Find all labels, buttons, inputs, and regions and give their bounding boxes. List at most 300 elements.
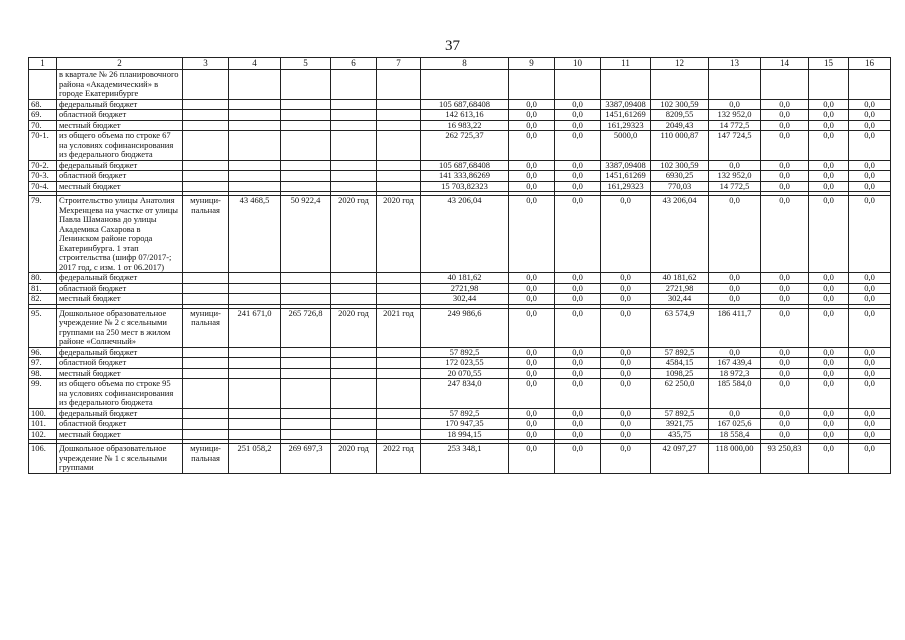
year-cell (331, 419, 377, 430)
column-number: 12 (651, 58, 709, 70)
cost-cell (229, 379, 281, 409)
value-cell: 0,0 (809, 181, 849, 192)
row-number-cell: 70-3. (29, 171, 57, 182)
value-cell: 0,0 (709, 160, 761, 171)
value-cell: 40 181,62 (651, 273, 709, 284)
value-cell: 0,0 (509, 283, 555, 294)
value-cell: 0,0 (555, 419, 601, 430)
year-cell (331, 99, 377, 110)
ownership-cell (183, 120, 229, 131)
row-number-cell: 102. (29, 429, 57, 440)
table-row (29, 131, 891, 161)
value-cell (421, 70, 509, 100)
year-cell (377, 347, 421, 358)
value-cell: 172 023,55 (421, 358, 509, 369)
cost-cell (281, 347, 331, 358)
value-cell: 0,0 (809, 196, 849, 273)
ownership-cell (183, 294, 229, 305)
description-cell: Строительство улицы Анатолия Мехренцева на участке от улицы Павла Шаманова до улицы Академика Сахарова в Ленинском районе города Екатеринбурга. 1 этап строительства (шифр 07/2017-; 2017 год, с изм. 1 от 06.2017) (57, 196, 183, 273)
column-number: 14 (761, 58, 809, 70)
value-cell: 0,0 (509, 379, 555, 409)
value-cell (849, 70, 891, 100)
value-cell: 0,0 (849, 110, 891, 121)
value-cell: 0,0 (509, 120, 555, 131)
year-cell (331, 160, 377, 171)
value-cell: 57 892,5 (651, 408, 709, 419)
year-cell (331, 379, 377, 409)
value-cell: 253 348,1 (421, 444, 509, 474)
value-cell: 0,0 (709, 99, 761, 110)
value-cell: 0,0 (555, 99, 601, 110)
description-cell: местный бюджет (57, 429, 183, 440)
value-cell: 0,0 (809, 294, 849, 305)
value-cell: 0,0 (601, 347, 651, 358)
row-number-cell: 98. (29, 368, 57, 379)
cost-cell (281, 160, 331, 171)
value-cell: 0,0 (509, 408, 555, 419)
value-cell: 185 584,0 (709, 379, 761, 409)
value-cell: 0,0 (509, 368, 555, 379)
year-cell (377, 429, 421, 440)
year-cell (377, 131, 421, 161)
year-cell (331, 347, 377, 358)
value-cell (809, 70, 849, 100)
year-cell (377, 379, 421, 409)
value-cell: 18 972,3 (709, 368, 761, 379)
value-cell: 3387,09408 (601, 160, 651, 171)
value-cell: 167 025,6 (709, 419, 761, 430)
value-cell: 0,0 (555, 283, 601, 294)
value-cell: 0,0 (849, 171, 891, 182)
year-cell (377, 160, 421, 171)
value-cell: 0,0 (601, 429, 651, 440)
column-number: 7 (377, 58, 421, 70)
ownership-cell (183, 408, 229, 419)
cost-cell (281, 419, 331, 430)
value-cell: 57 892,5 (421, 408, 509, 419)
table-row (29, 429, 891, 440)
value-cell: 0,0 (601, 294, 651, 305)
year-cell (377, 358, 421, 369)
value-cell: 0,0 (809, 419, 849, 430)
budget-table (28, 57, 891, 474)
value-cell: 0,0 (601, 419, 651, 430)
column-number: 5 (281, 58, 331, 70)
value-cell: 40 181,62 (421, 273, 509, 284)
row-number-cell: 106. (29, 444, 57, 474)
value-cell: 0,0 (601, 444, 651, 474)
ownership-cell (183, 429, 229, 440)
table-row (29, 110, 891, 121)
value-cell: 42 097,27 (651, 444, 709, 474)
cost-cell (229, 131, 281, 161)
cost-cell (281, 379, 331, 409)
table-row (29, 171, 891, 182)
value-cell: 0,0 (809, 308, 849, 347)
value-cell: 102 300,59 (651, 160, 709, 171)
table-row (29, 283, 891, 294)
value-cell: 0,0 (709, 283, 761, 294)
ownership-cell (183, 347, 229, 358)
value-cell: 3387,09408 (601, 99, 651, 110)
value-cell: 0,0 (555, 171, 601, 182)
table-row (29, 408, 891, 419)
table-row (29, 99, 891, 110)
value-cell: 0,0 (601, 408, 651, 419)
table-row (29, 368, 891, 379)
ownership-cell: муници-пальная (183, 444, 229, 474)
year-cell (331, 181, 377, 192)
column-number: 11 (601, 58, 651, 70)
value-cell: 0,0 (809, 273, 849, 284)
cost-cell: 251 058,2 (229, 444, 281, 474)
row-number-cell: 70-2. (29, 160, 57, 171)
value-cell: 57 892,5 (651, 347, 709, 358)
table-row (29, 196, 891, 273)
description-cell: из общего объема по строке 95 на условиях софинансирования из федерального бюджета (57, 379, 183, 409)
column-number: 9 (509, 58, 555, 70)
value-cell: 0,0 (761, 408, 809, 419)
table-row (29, 160, 891, 171)
value-cell: 302,44 (651, 294, 709, 305)
table-row (29, 419, 891, 430)
value-cell: 142 613,16 (421, 110, 509, 121)
value-cell: 0,0 (555, 358, 601, 369)
value-cell: 2721,98 (421, 283, 509, 294)
ownership-cell (183, 358, 229, 369)
year-cell (331, 429, 377, 440)
value-cell: 0,0 (555, 379, 601, 409)
value-cell: 0,0 (849, 368, 891, 379)
ownership-cell (183, 99, 229, 110)
description-cell: федеральный бюджет (57, 99, 183, 110)
value-cell: 0,0 (509, 131, 555, 161)
cost-cell: 265 726,8 (281, 308, 331, 347)
value-cell: 1451,61269 (601, 110, 651, 121)
value-cell: 0,0 (809, 347, 849, 358)
row-number-cell (29, 70, 57, 100)
value-cell: 0,0 (601, 273, 651, 284)
row-number-cell: 100. (29, 408, 57, 419)
ownership-cell (183, 419, 229, 430)
cost-cell (281, 99, 331, 110)
cost-cell (281, 120, 331, 131)
description-cell: местный бюджет (57, 181, 183, 192)
value-cell: 0,0 (509, 429, 555, 440)
year-cell: 2020 год (331, 196, 377, 273)
year-cell (377, 181, 421, 192)
value-cell: 0,0 (709, 294, 761, 305)
cost-cell (229, 110, 281, 121)
cost-cell (281, 408, 331, 419)
description-cell: областной бюджет (57, 171, 183, 182)
cost-cell (281, 294, 331, 305)
value-cell: 18 994,15 (421, 429, 509, 440)
value-cell: 0,0 (555, 181, 601, 192)
year-cell (331, 408, 377, 419)
value-cell: 20 070,55 (421, 368, 509, 379)
cost-cell (281, 429, 331, 440)
value-cell: 147 724,5 (709, 131, 761, 161)
ownership-cell (183, 70, 229, 100)
value-cell: 0,0 (849, 408, 891, 419)
value-cell: 141 333,86269 (421, 171, 509, 182)
value-cell: 0,0 (809, 110, 849, 121)
cost-cell (281, 110, 331, 121)
value-cell: 0,0 (849, 181, 891, 192)
value-cell: 0,0 (761, 379, 809, 409)
ownership-cell (183, 160, 229, 171)
value-cell: 0,0 (555, 131, 601, 161)
value-cell: 0,0 (601, 358, 651, 369)
row-number-cell: 70. (29, 120, 57, 131)
value-cell: 0,0 (555, 308, 601, 347)
value-cell: 0,0 (809, 368, 849, 379)
value-cell: 18 558,4 (709, 429, 761, 440)
year-cell (331, 171, 377, 182)
value-cell (601, 70, 651, 100)
cost-cell: 241 671,0 (229, 308, 281, 347)
value-cell: 0,0 (809, 131, 849, 161)
value-cell: 118 000,00 (709, 444, 761, 474)
column-number: 1 (29, 58, 57, 70)
cost-cell: 43 468,5 (229, 196, 281, 273)
value-cell: 0,0 (761, 160, 809, 171)
year-cell (377, 171, 421, 182)
value-cell (761, 70, 809, 100)
description-cell: Дошкольное образовательное учреждение № 2 с ясельными группами на 250 мест в жилом районе «Солнечный» (57, 308, 183, 347)
value-cell: 0,0 (809, 358, 849, 369)
value-cell: 0,0 (849, 196, 891, 273)
cost-cell (281, 283, 331, 294)
value-cell: 0,0 (761, 429, 809, 440)
value-cell: 0,0 (809, 408, 849, 419)
value-cell: 63 574,9 (651, 308, 709, 347)
page-number: 37 (445, 38, 460, 54)
value-cell: 161,29323 (601, 181, 651, 192)
value-cell: 0,0 (509, 273, 555, 284)
value-cell: 0,0 (761, 131, 809, 161)
cost-cell (229, 181, 281, 192)
value-cell: 0,0 (761, 181, 809, 192)
value-cell: 186 411,7 (709, 308, 761, 347)
column-number: 8 (421, 58, 509, 70)
cost-cell (229, 283, 281, 294)
year-cell (331, 110, 377, 121)
table-row (29, 120, 891, 131)
row-number-cell: 70-1. (29, 131, 57, 161)
value-cell: 93 250,83 (761, 444, 809, 474)
value-cell: 435,75 (651, 429, 709, 440)
value-cell: 0,0 (601, 368, 651, 379)
value-cell: 247 834,0 (421, 379, 509, 409)
year-cell (331, 283, 377, 294)
description-cell: областной бюджет (57, 358, 183, 369)
value-cell: 0,0 (761, 120, 809, 131)
value-cell: 2721,98 (651, 283, 709, 294)
row-number-cell: 80. (29, 273, 57, 284)
value-cell: 1098,25 (651, 368, 709, 379)
row-number-cell: 79. (29, 196, 57, 273)
value-cell: 0,0 (761, 99, 809, 110)
value-cell: 0,0 (761, 347, 809, 358)
year-cell (331, 120, 377, 131)
value-cell: 43 206,04 (421, 196, 509, 273)
value-cell: 0,0 (509, 419, 555, 430)
column-number: 2 (57, 58, 183, 70)
row-number-cell: 97. (29, 358, 57, 369)
table-row (29, 358, 891, 369)
row-number-cell: 70-4. (29, 181, 57, 192)
value-cell: 0,0 (555, 368, 601, 379)
value-cell: 0,0 (555, 110, 601, 121)
value-cell: 0,0 (509, 196, 555, 273)
value-cell: 0,0 (849, 379, 891, 409)
year-cell (377, 408, 421, 419)
value-cell: 0,0 (849, 419, 891, 430)
value-cell: 14 772,5 (709, 120, 761, 131)
row-number-cell: 96. (29, 347, 57, 358)
description-cell: Дошкольное образовательное учреждение № 1 с ясельными группами (57, 444, 183, 474)
cost-cell: 50 922,4 (281, 196, 331, 273)
year-cell (377, 273, 421, 284)
value-cell: 0,0 (509, 181, 555, 192)
value-cell: 110 000,87 (651, 131, 709, 161)
value-cell: 0,0 (761, 308, 809, 347)
table-row (29, 347, 891, 358)
value-cell: 0,0 (849, 120, 891, 131)
cost-cell (229, 160, 281, 171)
year-cell (377, 70, 421, 100)
value-cell: 0,0 (761, 171, 809, 182)
value-cell: 0,0 (509, 294, 555, 305)
value-cell: 0,0 (601, 308, 651, 347)
value-cell: 0,0 (509, 160, 555, 171)
value-cell: 0,0 (509, 444, 555, 474)
value-cell: 167 439,4 (709, 358, 761, 369)
row-number-cell: 99. (29, 379, 57, 409)
value-cell: 0,0 (849, 131, 891, 161)
value-cell (709, 70, 761, 100)
value-cell: 0,0 (709, 273, 761, 284)
table-row (29, 444, 891, 474)
table-row (29, 70, 891, 100)
value-cell: 0,0 (809, 120, 849, 131)
description-cell: областной бюджет (57, 110, 183, 121)
cost-cell (281, 70, 331, 100)
description-cell: федеральный бюджет (57, 347, 183, 358)
value-cell: 0,0 (809, 283, 849, 294)
cost-cell (229, 419, 281, 430)
year-cell (331, 358, 377, 369)
value-cell: 0,0 (555, 196, 601, 273)
table-body (29, 58, 891, 474)
year-cell (377, 120, 421, 131)
value-cell: 161,29323 (601, 120, 651, 131)
value-cell: 0,0 (849, 444, 891, 474)
cost-cell (229, 99, 281, 110)
table-row (29, 308, 891, 347)
column-number: 3 (183, 58, 229, 70)
description-cell: местный бюджет (57, 368, 183, 379)
value-cell (651, 70, 709, 100)
column-number: 16 (849, 58, 891, 70)
description-cell: федеральный бюджет (57, 273, 183, 284)
year-cell: 2022 год (377, 444, 421, 474)
year-cell (377, 419, 421, 430)
value-cell: 0,0 (509, 308, 555, 347)
value-cell: 249 986,6 (421, 308, 509, 347)
description-cell: в квартале № 26 планировочного района «Академический» в городе Екатеринбурге (57, 70, 183, 100)
description-cell: областной бюджет (57, 283, 183, 294)
value-cell: 0,0 (849, 160, 891, 171)
row-number-cell: 81. (29, 283, 57, 294)
value-cell: 0,0 (809, 379, 849, 409)
value-cell: 0,0 (761, 196, 809, 273)
value-cell: 0,0 (555, 160, 601, 171)
table-row (29, 181, 891, 192)
value-cell: 15 703,82323 (421, 181, 509, 192)
cost-cell (281, 171, 331, 182)
ownership-cell (183, 110, 229, 121)
cost-cell: 269 697,3 (281, 444, 331, 474)
ownership-cell (183, 379, 229, 409)
value-cell: 0,0 (849, 308, 891, 347)
ownership-cell (183, 171, 229, 182)
cost-cell (229, 408, 281, 419)
value-cell: 302,44 (421, 294, 509, 305)
value-cell: 105 687,68408 (421, 160, 509, 171)
value-cell: 102 300,59 (651, 99, 709, 110)
cost-cell (229, 171, 281, 182)
value-cell: 0,0 (809, 444, 849, 474)
year-cell (377, 294, 421, 305)
year-cell: 2021 год (377, 308, 421, 347)
row-number-cell: 82. (29, 294, 57, 305)
cost-cell (281, 131, 331, 161)
year-cell (331, 294, 377, 305)
value-cell: 0,0 (555, 347, 601, 358)
value-cell: 0,0 (761, 273, 809, 284)
value-cell: 0,0 (555, 408, 601, 419)
cost-cell (281, 273, 331, 284)
value-cell: 1451,61269 (601, 171, 651, 182)
value-cell: 105 687,68408 (421, 99, 509, 110)
year-cell (377, 99, 421, 110)
description-cell: федеральный бюджет (57, 408, 183, 419)
value-cell: 0,0 (761, 294, 809, 305)
description-cell: областной бюджет (57, 419, 183, 430)
value-cell: 8209,55 (651, 110, 709, 121)
value-cell: 3921,75 (651, 419, 709, 430)
description-cell: местный бюджет (57, 294, 183, 305)
value-cell: 0,0 (509, 99, 555, 110)
value-cell: 0,0 (601, 196, 651, 273)
column-number: 4 (229, 58, 281, 70)
table-row (29, 294, 891, 305)
cost-cell (229, 347, 281, 358)
value-cell: 0,0 (849, 99, 891, 110)
value-cell: 6930,25 (651, 171, 709, 182)
value-cell (555, 70, 601, 100)
value-cell: 0,0 (555, 294, 601, 305)
cost-cell (281, 358, 331, 369)
cost-cell (229, 294, 281, 305)
ownership-cell: муници-пальная (183, 196, 229, 273)
value-cell: 57 892,5 (421, 347, 509, 358)
value-cell: 2049,43 (651, 120, 709, 131)
table-row (29, 273, 891, 284)
